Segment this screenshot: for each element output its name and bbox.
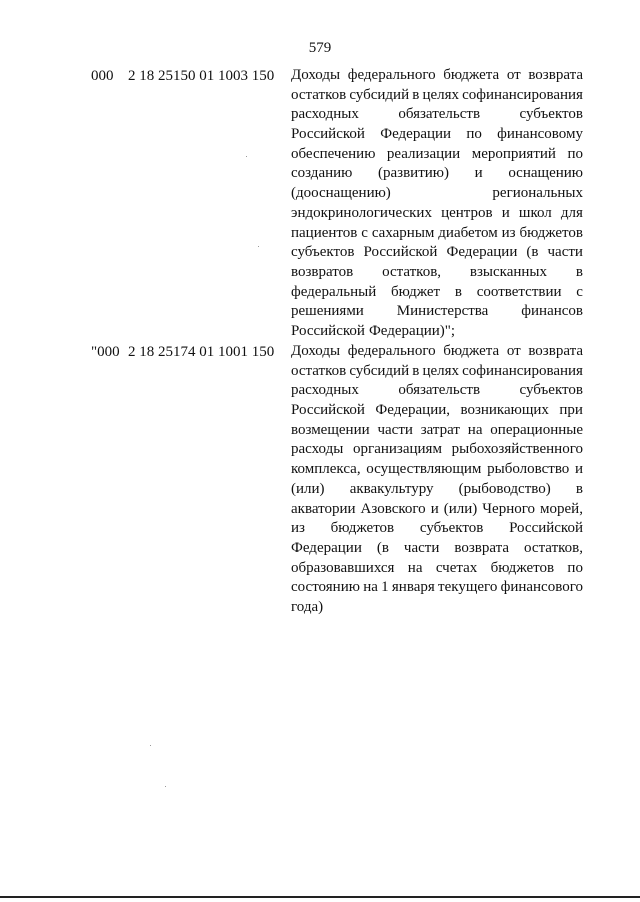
word: затрат: [420, 421, 460, 438]
word: возникающих: [460, 402, 549, 419]
word: в: [412, 86, 420, 103]
word: (или): [291, 480, 325, 497]
description-line: [291, 105, 583, 125]
word: текущего: [438, 579, 498, 596]
description-line: [291, 86, 583, 106]
word: части: [377, 421, 413, 438]
budget-classification-code: 2 18 25174 01 1001 150: [128, 344, 275, 360]
word: Российской: [291, 402, 365, 419]
word: взысканных: [469, 263, 548, 280]
scan-speck: [150, 745, 151, 746]
description-line: [291, 184, 583, 204]
word: Министерства: [396, 303, 489, 320]
word: возврата: [528, 343, 583, 359]
word: соответствии: [476, 283, 562, 300]
word: части: [403, 539, 440, 556]
word: остатков: [291, 362, 347, 379]
word: возвратов: [291, 263, 354, 280]
word: в: [575, 480, 583, 497]
word: от: [506, 67, 521, 83]
description-line: [291, 145, 583, 165]
word: из: [501, 224, 516, 241]
description-line: [291, 598, 583, 618]
word: целях: [422, 362, 460, 379]
word: федеральный: [291, 283, 377, 300]
word: с: [576, 283, 583, 300]
word: пациентов: [291, 224, 358, 241]
word: Федерации)";: [368, 322, 456, 339]
description-line: [291, 125, 583, 145]
word: (дооснащению): [291, 185, 391, 202]
word: по: [567, 145, 583, 162]
admin-code: "000: [91, 344, 120, 360]
word: центров: [441, 204, 493, 221]
word: счетах: [435, 559, 478, 576]
description-line: [291, 519, 583, 539]
word: оснащению: [508, 165, 583, 182]
word: части: [547, 244, 583, 261]
description-line: [291, 401, 583, 421]
description-line: [291, 500, 583, 520]
entry-description: [291, 66, 583, 342]
budget-classification-code: 2 18 25150 01 1003 150: [128, 68, 275, 84]
description-line: [291, 342, 583, 362]
scan-edge: [0, 896, 640, 898]
word: на: [407, 559, 423, 576]
description-line: [291, 559, 583, 579]
word: Российской: [363, 244, 438, 261]
word: субсидий: [349, 86, 410, 103]
word: (развитию): [378, 165, 449, 182]
description-line: [291, 322, 583, 342]
word: расходных: [291, 106, 359, 123]
word: организациям: [353, 441, 442, 458]
description-line: [291, 283, 583, 303]
word: сахарным: [371, 224, 435, 241]
word: с: [361, 224, 368, 241]
word: образовавшихся: [291, 559, 395, 576]
word: возмещении: [291, 421, 370, 438]
word: остатков,: [382, 263, 442, 280]
scan-speck: [165, 786, 166, 787]
word: (в: [376, 539, 389, 556]
word: субъектов: [419, 520, 484, 537]
word: (или): [443, 500, 478, 517]
word: и: [430, 500, 439, 517]
description-line: [291, 204, 583, 224]
word: на: [467, 421, 483, 438]
description-line: [291, 164, 583, 184]
word: Российской: [291, 322, 365, 339]
word: федерального: [347, 67, 436, 83]
word: года): [291, 598, 324, 615]
word: обязательств: [398, 382, 481, 399]
word: Российской: [291, 126, 365, 143]
word: рыбохозяйственного: [451, 441, 583, 458]
word: бюджетов: [330, 520, 395, 537]
word: при: [559, 402, 583, 419]
scan-speck: [258, 246, 259, 247]
word: Федерации: [291, 539, 362, 556]
word: января: [391, 579, 435, 596]
word: созданию: [291, 165, 353, 182]
word: (в: [526, 244, 539, 261]
word: Черного: [482, 500, 535, 517]
word: по: [466, 126, 482, 143]
description-line: [291, 66, 583, 86]
word: Доходы: [291, 67, 341, 83]
word: акватории: [291, 500, 356, 517]
word: мероприятий: [471, 145, 556, 162]
word: и: [574, 461, 583, 478]
word: рыболовство: [487, 461, 570, 478]
description-line: [291, 421, 583, 441]
word: возврата: [528, 67, 583, 83]
word: эндокринологических: [291, 204, 432, 221]
description-line: [291, 224, 583, 244]
page-number: 579: [308, 40, 332, 56]
description-line: [291, 381, 583, 401]
word: 1: [381, 579, 389, 596]
word: от: [506, 343, 521, 359]
word: Федерации: [446, 244, 518, 261]
word: в: [454, 283, 462, 300]
word: остатков: [291, 86, 347, 103]
word: по: [567, 559, 583, 576]
description-line: [291, 243, 583, 263]
word: федерального: [347, 343, 436, 359]
word: бюджет: [391, 283, 441, 300]
word: на: [363, 579, 378, 596]
word: целях: [422, 86, 460, 103]
word: софинансирования: [462, 86, 583, 103]
description-line: [291, 578, 583, 598]
word: для: [560, 204, 583, 221]
word: комплекса,: [291, 461, 361, 478]
word: морей,: [540, 500, 583, 517]
word: реализации: [386, 145, 461, 162]
word: бюджетов: [490, 559, 555, 576]
description-line: [291, 440, 583, 460]
word: обеспечению: [291, 145, 376, 162]
word: осуществляющим: [366, 461, 482, 478]
word: субъектов: [291, 244, 355, 261]
word: субсидий: [349, 362, 410, 379]
word: из: [291, 520, 305, 537]
word: финансов: [521, 303, 583, 320]
word: расходных: [291, 382, 359, 399]
word: Доходы: [291, 343, 341, 359]
word: бюджетов: [519, 224, 583, 241]
word: субъектов: [519, 382, 583, 399]
description-line: [291, 263, 583, 283]
description-line: [291, 362, 583, 382]
word: решениями: [291, 303, 364, 320]
word: остатков,: [524, 539, 583, 556]
admin-code: 000: [91, 68, 114, 84]
word: бюджета: [443, 343, 500, 359]
word: и: [474, 165, 483, 182]
word: (рыбоводство): [458, 480, 551, 497]
description-line: [291, 460, 583, 480]
word: в: [412, 362, 420, 379]
word: диабетом: [438, 224, 498, 241]
word: Российской: [509, 520, 583, 537]
word: Азовского: [360, 500, 426, 517]
word: расходы: [291, 441, 344, 458]
scan-speck: [246, 156, 247, 157]
word: школ: [518, 204, 552, 221]
entry-description: [291, 342, 583, 618]
word: финансового: [500, 579, 583, 596]
word: обязательств: [398, 106, 481, 123]
word: региональных: [492, 185, 583, 202]
word: возврата: [454, 539, 510, 556]
word: в: [575, 263, 583, 280]
word: субъектов: [519, 106, 583, 123]
word: аквакультуру: [349, 480, 434, 497]
word: финансовому: [497, 126, 583, 143]
word: Федерации: [380, 126, 452, 143]
description-line: [291, 302, 583, 322]
word: бюджета: [443, 67, 500, 83]
description-line: [291, 539, 583, 559]
word: операционные: [490, 421, 583, 438]
word: и: [501, 204, 510, 221]
word: софинансирования: [462, 362, 583, 379]
word: состоянию: [291, 579, 360, 596]
description-line: [291, 480, 583, 500]
word: Федерации,: [375, 402, 450, 419]
